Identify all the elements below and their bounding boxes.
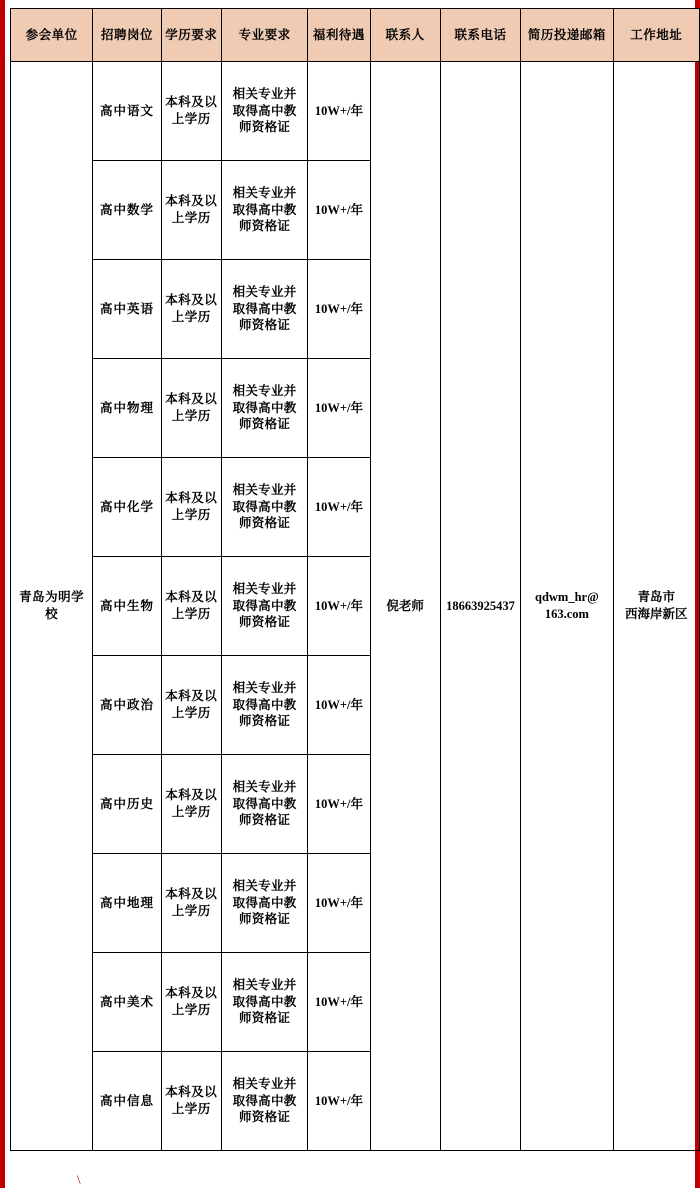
cell-post: 高中生物: [93, 557, 161, 656]
cell-education: [161, 260, 221, 359]
education-line-2: 上学历: [171, 1102, 211, 1116]
cell-post: 高中化学: [93, 458, 161, 557]
major-line-1: 相关专业并: [232, 185, 297, 200]
major-line-2: 取得高中教: [232, 796, 297, 811]
address-line-2: 西海岸新区: [625, 607, 688, 621]
cell-salary: 10W+/年: [308, 1052, 370, 1151]
header-address: 工作地址: [613, 9, 699, 62]
education-line-2: 上学历: [171, 211, 211, 225]
cell-email: [521, 62, 613, 1151]
table-header-row: [11, 9, 700, 62]
major-line-3: 师资格证: [238, 516, 291, 531]
major-line-3: 师资格证: [238, 318, 291, 333]
cell-education: [161, 854, 221, 953]
major-line-2: 取得高中教: [232, 994, 297, 1009]
cell-salary: 10W+/年: [308, 854, 370, 953]
education-line-1: 本科及以: [165, 590, 218, 605]
cell-major: [221, 557, 307, 656]
major-line-2: 取得高中教: [232, 400, 297, 415]
major-line-3: 师资格证: [238, 813, 291, 828]
cell-education: [161, 953, 221, 1052]
major-line-1: 相关专业并: [232, 1076, 297, 1091]
cell-education: [161, 359, 221, 458]
major-line-3: 师资格证: [238, 219, 291, 234]
cell-major: [221, 854, 307, 953]
education-line-2: 上学历: [171, 310, 211, 324]
major-line-3: 师资格证: [238, 912, 291, 927]
table-header: [11, 9, 700, 62]
major-line-2: 取得高中教: [232, 103, 297, 118]
major-line-1: 相关专业并: [232, 284, 297, 299]
major-line-1: 相关专业并: [232, 383, 297, 398]
cell-salary: 10W+/年: [308, 656, 370, 755]
education-line-1: 本科及以: [165, 788, 218, 803]
major-line-3: 师资格证: [238, 120, 291, 135]
cell-salary: 10W+/年: [308, 557, 370, 656]
cell-salary: 10W+/年: [308, 458, 370, 557]
cell-post: 高中英语: [93, 260, 161, 359]
cell-salary: 10W+/年: [308, 260, 370, 359]
education-line-2: 上学历: [171, 508, 211, 522]
education-line-2: 上学历: [171, 607, 211, 621]
header-unit: 参会单位: [11, 9, 93, 62]
table-row: [11, 62, 700, 161]
major-line-2: 取得高中教: [232, 895, 297, 910]
address-line-1: 青岛市: [637, 590, 676, 605]
major-line-1: 相关专业并: [232, 86, 297, 101]
cell-education: [161, 656, 221, 755]
cell-education: [161, 755, 221, 854]
header-phone: 联系电话: [440, 9, 520, 62]
cell-post: 高中历史: [93, 755, 161, 854]
header-post: 招聘岗位: [93, 9, 161, 62]
cell-major: [221, 62, 307, 161]
header-salary: 福利待遇: [308, 9, 370, 62]
cell-phone: 18663925437: [440, 62, 520, 1151]
cell-major: [221, 458, 307, 557]
page-corner-mark: \: [77, 1172, 81, 1187]
header-email: 简历投递邮箱: [521, 9, 613, 62]
header-major: 专业要求: [221, 9, 307, 62]
education-line-2: 上学历: [171, 409, 211, 423]
cell-education: [161, 1052, 221, 1151]
header-education: 学历要求: [161, 9, 221, 62]
cell-post: 高中美术: [93, 953, 161, 1052]
education-line-1: 本科及以: [165, 986, 218, 1001]
table-body: [11, 62, 700, 1151]
major-line-3: 师资格证: [238, 417, 291, 432]
cell-major: [221, 260, 307, 359]
cell-major: [221, 953, 307, 1052]
major-line-3: 师资格证: [238, 615, 291, 630]
recruitment-table-wrapper: [10, 8, 700, 1151]
education-line-1: 本科及以: [165, 95, 218, 110]
education-line-1: 本科及以: [165, 887, 218, 902]
major-line-1: 相关专业并: [232, 680, 297, 695]
email-line-2: 163.com: [544, 607, 589, 621]
education-line-2: 上学历: [171, 805, 211, 819]
header-contact: 联系人: [370, 9, 440, 62]
education-line-1: 本科及以: [165, 293, 218, 308]
education-line-1: 本科及以: [165, 194, 218, 209]
cell-education: [161, 557, 221, 656]
cell-salary: 10W+/年: [308, 755, 370, 854]
cell-major: [221, 359, 307, 458]
major-line-2: 取得高中教: [232, 697, 297, 712]
cell-salary: 10W+/年: [308, 62, 370, 161]
education-line-1: 本科及以: [165, 392, 218, 407]
cell-major: [221, 1052, 307, 1151]
cell-major: [221, 755, 307, 854]
major-line-1: 相关专业并: [232, 482, 297, 497]
major-line-3: 师资格证: [238, 1011, 291, 1026]
cell-major: [221, 161, 307, 260]
cell-unit: 青岛为明学校: [11, 62, 93, 1151]
education-line-2: 上学历: [171, 112, 211, 126]
major-line-1: 相关专业并: [232, 977, 297, 992]
cell-education: [161, 458, 221, 557]
education-line-1: 本科及以: [165, 491, 218, 506]
cell-address: [613, 62, 699, 1151]
major-line-3: 师资格证: [238, 1110, 291, 1125]
education-line-2: 上学历: [171, 1003, 211, 1017]
major-line-2: 取得高中教: [232, 202, 297, 217]
major-line-2: 取得高中教: [232, 598, 297, 613]
cell-major: [221, 656, 307, 755]
recruitment-table: [10, 8, 700, 1151]
cell-salary: 10W+/年: [308, 953, 370, 1052]
cell-salary: 10W+/年: [308, 161, 370, 260]
education-line-1: 本科及以: [165, 689, 218, 704]
major-line-2: 取得高中教: [232, 301, 297, 316]
cell-education: [161, 62, 221, 161]
cell-post: 高中地理: [93, 854, 161, 953]
major-line-1: 相关专业并: [232, 779, 297, 794]
email-line-1: qdwm_hr@: [535, 590, 599, 605]
education-line-2: 上学历: [171, 706, 211, 720]
cell-post: 高中数学: [93, 161, 161, 260]
cell-contact: 倪老师: [370, 62, 440, 1151]
education-line-1: 本科及以: [165, 1085, 218, 1100]
cell-post: 高中语文: [93, 62, 161, 161]
major-line-2: 取得高中教: [232, 1093, 297, 1108]
major-line-3: 师资格证: [238, 714, 291, 729]
cell-post: 高中信息: [93, 1052, 161, 1151]
major-line-2: 取得高中教: [232, 499, 297, 514]
cell-post: 高中物理: [93, 359, 161, 458]
education-line-2: 上学历: [171, 904, 211, 918]
major-line-1: 相关专业并: [232, 878, 297, 893]
cell-education: [161, 161, 221, 260]
cell-salary: 10W+/年: [308, 359, 370, 458]
cell-post: 高中政治: [93, 656, 161, 755]
major-line-1: 相关专业并: [232, 581, 297, 596]
